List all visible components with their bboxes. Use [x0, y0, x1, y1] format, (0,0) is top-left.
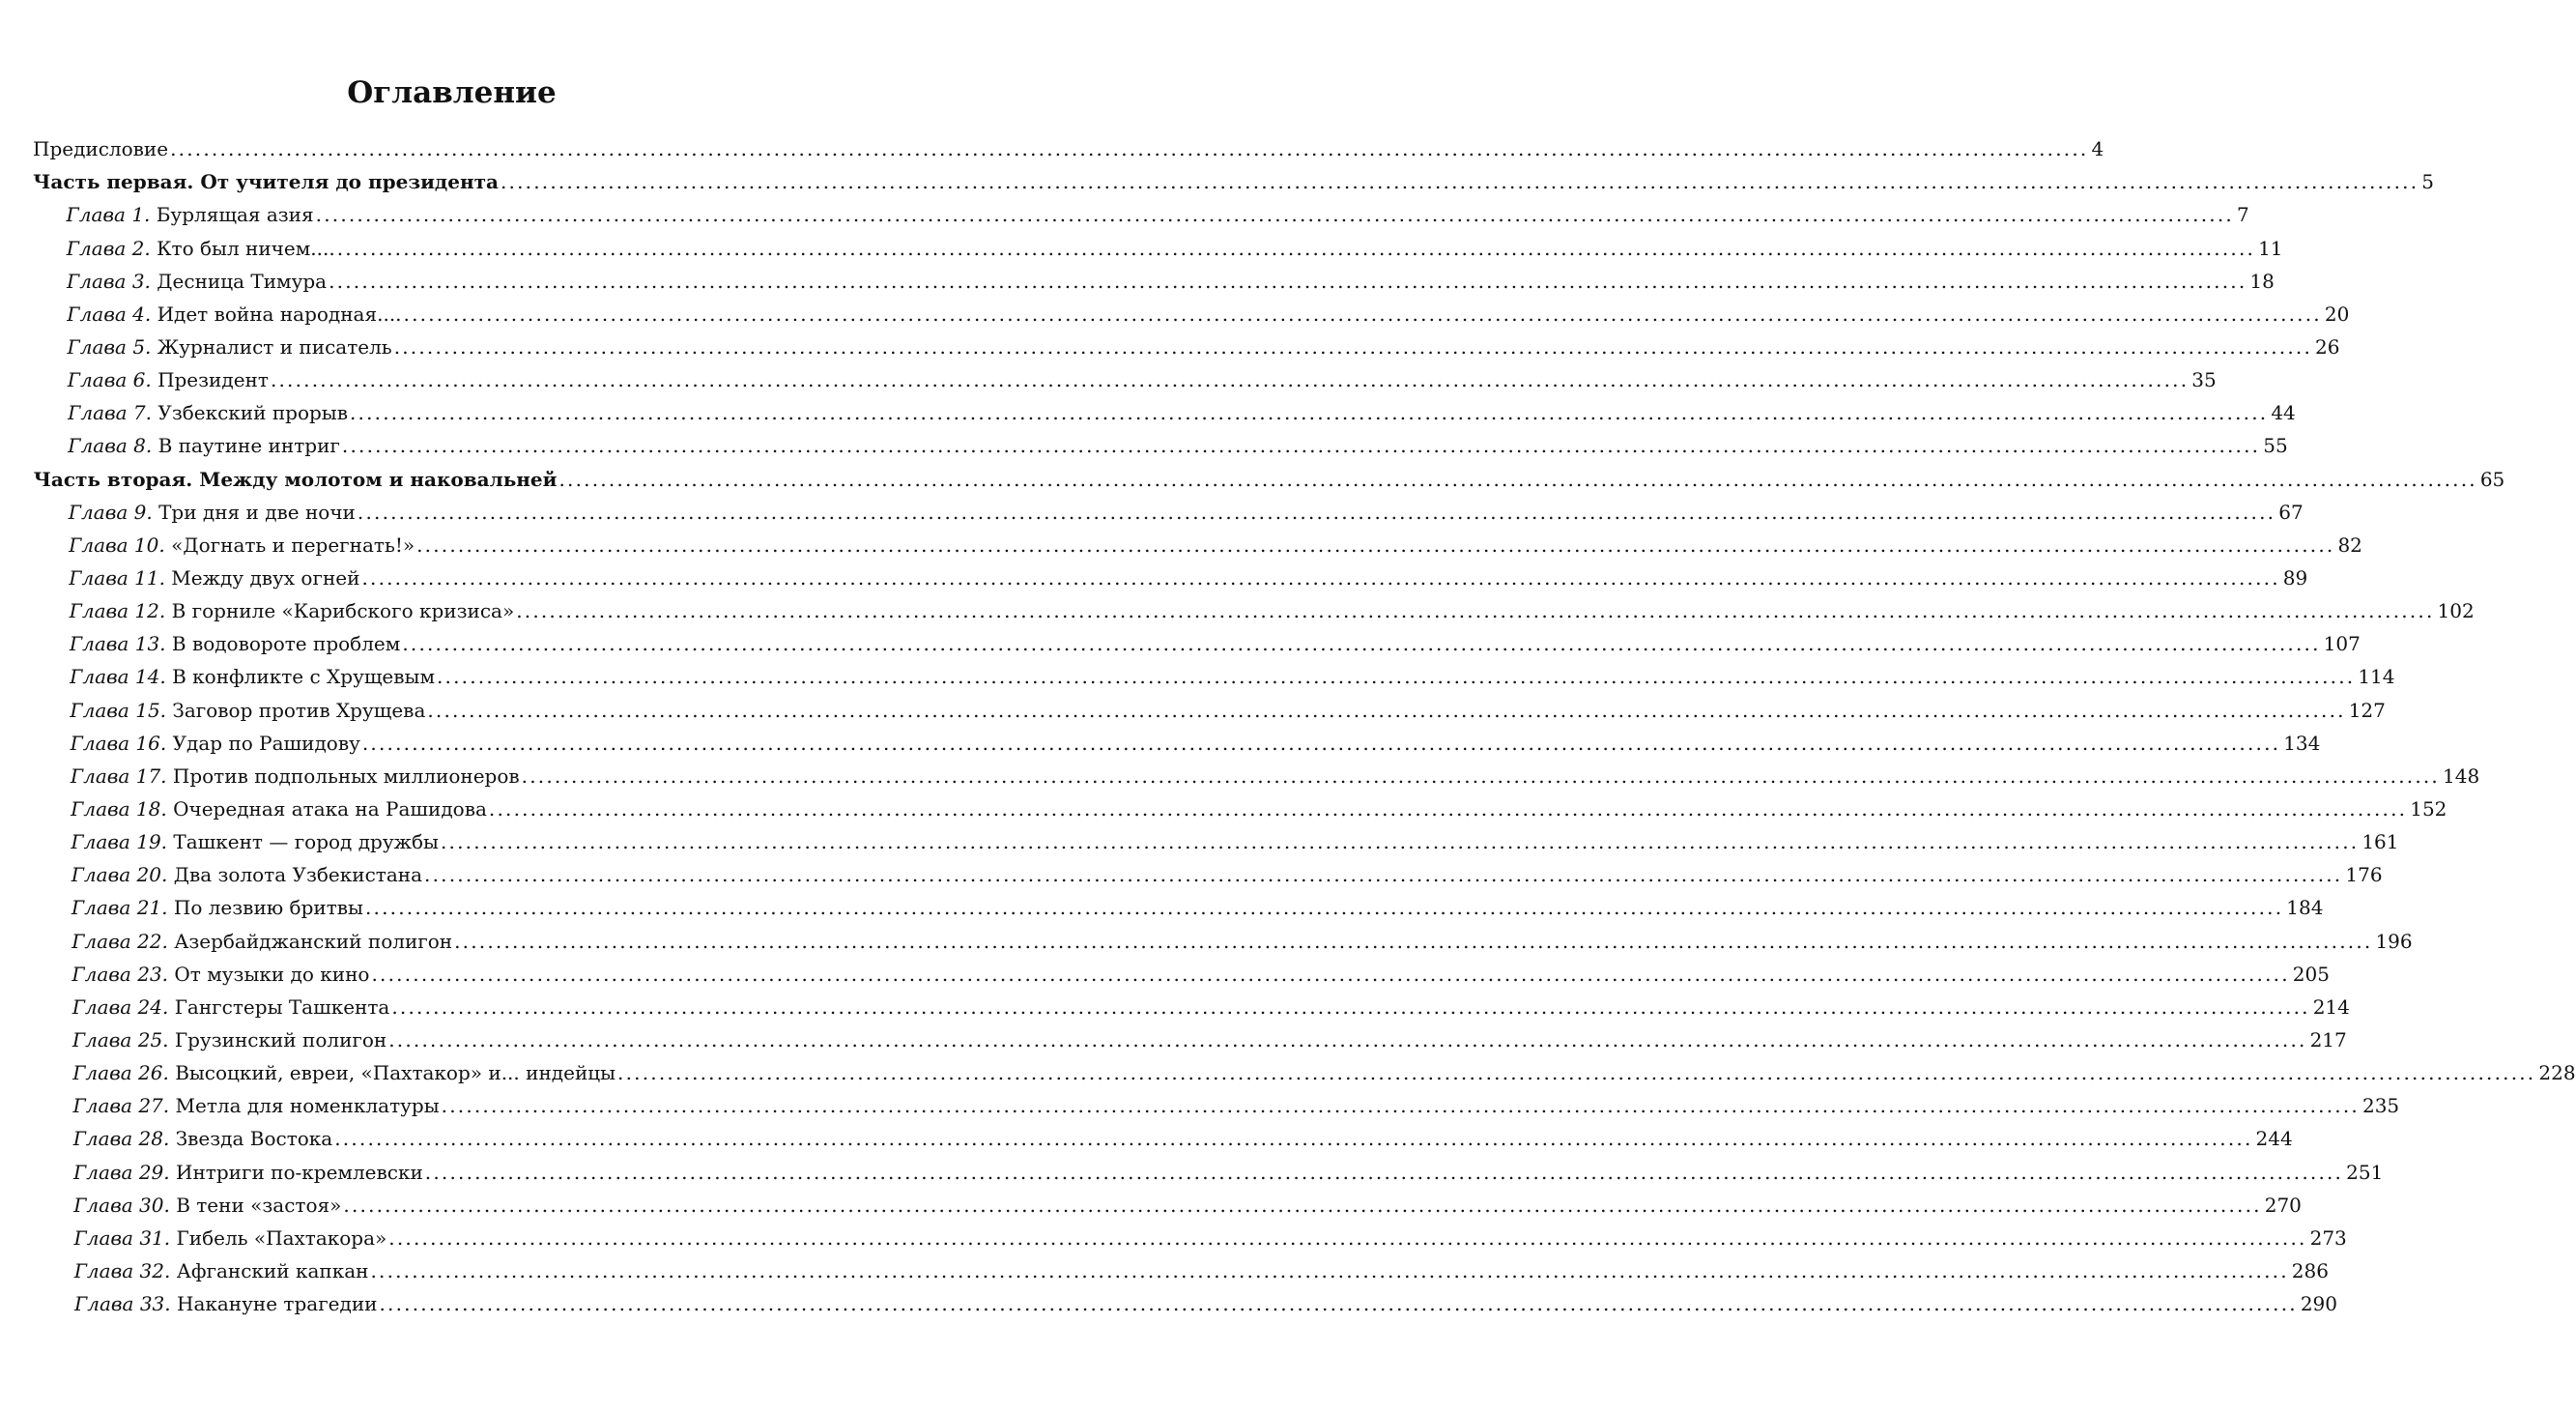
page-number: 35 — [2191, 368, 2217, 392]
page-number: 205 — [2292, 962, 2330, 986]
chapter-label: Глава 33. — [74, 1292, 171, 1316]
toc-entry-text — [72, 963, 369, 986]
toc-chapter-row[interactable] — [0, 688, 2386, 722]
toc-entry-text — [70, 599, 515, 622]
entry-title: Интриги по-кремлевски — [176, 1160, 423, 1184]
page-number: 134 — [2283, 731, 2321, 755]
dot-leader: ........................................................................................................................................................................................................................................ — [441, 1094, 2360, 1118]
entry-title: Удар по Рашидову — [172, 731, 360, 755]
chapter-label: Глава 8. — [68, 434, 153, 458]
page-number: 44 — [2271, 401, 2296, 425]
dot-leader: ........................................................................................................................................................................................................................................ — [349, 401, 2269, 425]
toc-chapter-row[interactable] — [0, 821, 2399, 854]
toc-chapter-row[interactable] — [0, 788, 2447, 821]
chapter-label: Глава 31. — [73, 1225, 171, 1250]
entry-title: В конфликте с Хрущевым — [172, 665, 435, 689]
chapter-label: Глава 29. — [73, 1160, 170, 1184]
page-number: 4 — [2091, 137, 2104, 161]
entry-title: Афганский капкан — [176, 1258, 369, 1282]
entry-title: Гибель «Пахтакора» — [176, 1225, 387, 1250]
toc-chapter-row[interactable] — [0, 193, 2249, 227]
dot-leader: ........................................................................................................................................................................................................................................ — [361, 565, 2280, 590]
page-number: 217 — [2309, 1027, 2347, 1051]
entry-title: Часть вторая. Между молотом и наковальней — [33, 467, 558, 491]
toc-entry-text — [70, 665, 435, 688]
chapter-label: Глава 22. — [72, 929, 168, 953]
entry-title: В водовороте проблем — [171, 632, 401, 656]
page-number: 148 — [2443, 763, 2480, 788]
chapter-label: Глава 21. — [71, 896, 168, 920]
page-number: 176 — [2345, 863, 2383, 887]
toc-chapter-row[interactable] — [0, 953, 2330, 986]
toc-entry-text — [71, 764, 520, 788]
chapter-label: Глава 24. — [72, 994, 169, 1019]
toc-entry-text — [73, 1094, 440, 1117]
toc-chapter-row[interactable] — [0, 1051, 2576, 1085]
chapter-label: Глава 14. — [70, 665, 166, 689]
chapter-label: Глава 12. — [69, 599, 166, 623]
toc-entry-text — [67, 270, 327, 293]
toc-entry-text — [33, 170, 499, 193]
page-number: 11 — [2258, 236, 2283, 260]
toc-chapter-row[interactable] — [0, 1217, 2347, 1250]
toc-entry-text — [68, 401, 348, 424]
entry-title: Десница Тимура — [157, 269, 328, 293]
toc-chapter-row[interactable] — [0, 886, 2324, 920]
dot-leader: ........................................................................................................................................................................................................................................ — [379, 1292, 2298, 1316]
chapter-label: Глава 17. — [70, 763, 167, 788]
toc-chapter-row[interactable] — [0, 226, 2283, 260]
toc-entry-text — [67, 237, 335, 260]
entry-title: Звезда Востока — [175, 1127, 333, 1151]
dot-leader: ........................................................................................................................................................................................................................................ — [500, 170, 2419, 194]
entry-title: По лезвию бритвы — [173, 896, 363, 920]
toc-entry-text — [67, 302, 401, 326]
toc-chapter-row[interactable] — [0, 524, 2362, 557]
toc-chapter-row[interactable] — [0, 1184, 2302, 1217]
page-number: 5 — [2421, 170, 2435, 194]
toc-entry-text — [70, 699, 425, 722]
dot-leader: ........................................................................................................................................................................................................................................ — [329, 269, 2247, 293]
page-number: 67 — [2278, 500, 2304, 524]
dot-leader: ........................................................................................................................................................................................................................................ — [424, 1160, 2344, 1184]
toc-entry-text — [70, 632, 400, 655]
dot-leader: ........................................................................................................................................................................................................................................ — [440, 830, 2360, 854]
dot-leader: ........................................................................................................................................................................................................................................ — [357, 500, 2276, 524]
entry-title: Узбекский прорыв — [157, 401, 348, 425]
entry-title: Грузинский полигон — [174, 1027, 387, 1051]
toc-list — [0, 128, 2576, 1316]
dot-leader: ........................................................................................................................................................................................................................................ — [315, 203, 2234, 227]
dot-leader: ........................................................................................................................................................................................................................................ — [170, 137, 2089, 161]
entry-title: Три дня и две ночи — [158, 500, 356, 524]
page-number: 127 — [2348, 698, 2386, 722]
chapter-label: Глава 13. — [69, 632, 166, 656]
toc-entry-text — [67, 203, 314, 226]
entry-title: Два золота Узбекистана — [173, 863, 423, 887]
page-title: Оглавление — [347, 75, 557, 110]
toc-entry-text — [72, 1061, 615, 1084]
toc-entry-text — [34, 468, 558, 491]
toc-chapter-row[interactable] — [0, 622, 2361, 656]
toc-chapter-row[interactable] — [0, 1084, 2400, 1118]
entry-title: Идет война народная.... — [157, 302, 402, 326]
toc-part-row[interactable] — [0, 457, 2505, 491]
page-number: 290 — [2300, 1292, 2338, 1316]
toc-entry-text — [74, 1259, 369, 1282]
page-number: 273 — [2309, 1225, 2347, 1250]
chapter-label: Глава 18. — [71, 796, 167, 821]
page-number: 270 — [2264, 1193, 2302, 1217]
toc-entry-text — [72, 1028, 386, 1051]
dot-leader: ........................................................................................................................................................................................................................................ — [402, 632, 2321, 656]
toc-entry-text — [74, 1292, 378, 1315]
toc-chapter-row[interactable] — [0, 359, 2217, 392]
page-number: 152 — [2410, 796, 2447, 821]
toc-chapter-row[interactable] — [0, 391, 2296, 425]
dot-leader: ........................................................................................................................................................................................................................................ — [270, 368, 2190, 392]
page-number: 244 — [2255, 1127, 2293, 1151]
toc-entry-text — [68, 335, 392, 359]
entry-title: Заговор против Хрущева — [172, 698, 426, 722]
dot-leader: ........................................................................................................................................................................................................................................ — [388, 1027, 2307, 1051]
chapter-label: Глава 20. — [71, 863, 168, 887]
dot-leader: ........................................................................................................................................................................................................................................ — [391, 994, 2310, 1019]
toc-part-row[interactable] — [0, 160, 2435, 194]
dot-leader: ........................................................................................................................................................................................................................................ — [516, 599, 2435, 623]
toc-entry-text — [69, 501, 356, 524]
page-number: 228 — [2538, 1061, 2576, 1085]
chapter-label: Глава 3. — [67, 269, 151, 293]
page-number: 102 — [2437, 599, 2475, 623]
entry-title: Предисловие — [33, 137, 169, 161]
toc-chapter-row[interactable] — [0, 919, 2413, 953]
chapter-label: Глава 7. — [68, 401, 152, 425]
entry-title: В паутине интриг — [157, 434, 340, 458]
entry-title: Кто был ничем.... — [157, 236, 335, 260]
entry-title: В горниле «Карибского кризиса» — [171, 599, 515, 623]
page-number: 20 — [2324, 302, 2350, 326]
chapter-label: Глава 15. — [70, 698, 167, 722]
page-number: 184 — [2286, 896, 2324, 920]
dot-leader: ........................................................................................................................................................................................................................................ — [427, 698, 2346, 722]
page-number: 214 — [2312, 994, 2350, 1019]
dot-leader: ........................................................................................................................................................................................................................................ — [388, 1225, 2307, 1250]
page-number: 235 — [2361, 1094, 2400, 1118]
entry-title: Президент — [157, 368, 269, 392]
page-number: 18 — [2249, 269, 2275, 293]
toc-entry-text — [69, 533, 415, 557]
chapter-label: Глава 10. — [69, 533, 165, 557]
toc-chapter-row[interactable] — [0, 722, 2321, 755]
toc-entry-text — [71, 830, 439, 853]
chapter-label: Глава 23. — [72, 962, 169, 986]
entry-title: Ташкент — город дружбы — [173, 830, 439, 854]
chapter-label: Глава 28. — [72, 1127, 170, 1151]
chapter-label: Глава 16. — [70, 731, 167, 755]
toc-chapter-row[interactable] — [0, 853, 2383, 887]
dot-leader: ........................................................................................................................................................................................................................................ — [521, 763, 2440, 788]
page-number: 161 — [2361, 830, 2399, 854]
page-number: 251 — [2346, 1160, 2384, 1184]
entry-title: Против подпольных миллионеров — [172, 763, 520, 788]
entry-title: Бурлящая азия — [156, 203, 314, 227]
toc-chapter-row[interactable] — [0, 1150, 2384, 1184]
entry-title: «Догнать и перегнать!» — [171, 533, 415, 557]
chapter-label: Глава 27. — [72, 1094, 170, 1118]
chapter-label: Глава 6. — [67, 368, 152, 392]
toc-entry-text — [74, 1226, 387, 1250]
chapter-label: Глава 32. — [73, 1258, 171, 1282]
entry-title: В тени «застоя» — [176, 1193, 342, 1217]
dot-leader: ........................................................................................................................................................................................................................................ — [361, 731, 2281, 755]
toc-chapter-row[interactable] — [0, 260, 2275, 293]
dot-leader: ........................................................................................................................................................................................................................................ — [370, 1258, 2289, 1282]
toc-chapter-row[interactable] — [0, 557, 2308, 590]
toc-entry-text — [69, 566, 359, 590]
toc-entry-text — [73, 1194, 341, 1217]
entry-title: Между двух огней — [171, 565, 360, 590]
dot-leader: ........................................................................................................................................................................................................................................ — [343, 1193, 2262, 1217]
toc-chapter-row[interactable] — [0, 1250, 2329, 1282]
page-number: 26 — [2315, 334, 2340, 359]
dot-leader: ........................................................................................................................................................................................................................................ — [334, 1127, 2253, 1151]
chapter-label: Глава 1. — [66, 203, 151, 227]
page-number: 82 — [2337, 533, 2362, 557]
dot-leader: ........................................................................................................................................................................................................................................ — [416, 533, 2335, 557]
dot-leader: ........................................................................................................................................................................................................................................ — [424, 863, 2343, 887]
dot-leader: ........................................................................................................................................................................................................................................ — [336, 236, 2256, 260]
toc-chapter-row[interactable] — [0, 1117, 2293, 1151]
toc-entry-text — [33, 137, 168, 160]
toc-entry-text — [71, 732, 360, 755]
chapter-label: Глава 26. — [72, 1061, 169, 1085]
entry-title: Накануне трагедии — [177, 1292, 378, 1316]
page-number: 89 — [2282, 565, 2308, 590]
toc-chapter-row[interactable] — [0, 655, 2395, 689]
entry-title: Высоцкий, евреи, «Пахтакор» и... индейцы — [175, 1061, 616, 1085]
toc-entry-text — [68, 434, 340, 457]
entry-title: Азербайджанский полигон — [174, 929, 453, 953]
toc-chapter-row[interactable] — [0, 1282, 2338, 1316]
toc-entry-text — [72, 896, 363, 919]
dot-leader: ........................................................................................................................................................................................................................................ — [488, 796, 2408, 821]
dot-leader: ........................................................................................................................................................................................................................................ — [403, 302, 2322, 326]
entry-title: Журналист и писатель — [157, 334, 392, 359]
toc-chapter-row[interactable] — [0, 1019, 2347, 1051]
toc-chapter-row[interactable] — [0, 590, 2475, 623]
chapter-label: Глава 11. — [69, 565, 165, 590]
toc-entry-text — [71, 797, 487, 821]
entry-title: Очередная атака на Рашидова — [173, 796, 487, 821]
dot-leader: ........................................................................................................................................................................................................................................ — [617, 1061, 2536, 1085]
entry-title: От музыки до кино — [174, 962, 370, 986]
page-number: 114 — [2358, 665, 2395, 689]
page-number: 196 — [2375, 929, 2413, 953]
dot-leader: ........................................................................................................................................................................................................................................ — [454, 929, 2373, 953]
toc-entry-text — [72, 863, 422, 886]
toc-chapter-row[interactable] — [0, 293, 2350, 326]
dot-leader: ........................................................................................................................................................................................................................................ — [371, 962, 2290, 986]
toc-entry-text — [72, 995, 390, 1019]
toc-entry-text — [68, 368, 269, 391]
chapter-label: Глава 2. — [66, 236, 151, 260]
page-number: 65 — [2479, 467, 2505, 491]
chapter-label: Глава 9. — [68, 500, 153, 524]
page-number: 286 — [2291, 1258, 2329, 1282]
chapter-label: Глава 25. — [72, 1027, 169, 1051]
page-number: 7 — [2236, 203, 2249, 227]
chapter-label: Глава 30. — [73, 1193, 170, 1217]
toc-entry-text — [73, 1161, 423, 1184]
entry-title: Метла для номенклатуры — [175, 1094, 440, 1118]
chapter-label: Глава 19. — [71, 830, 168, 854]
toc-chapter-row[interactable] — [0, 424, 2288, 458]
toc-entry-text — [73, 1127, 333, 1150]
toc-front-row[interactable] — [0, 128, 2104, 161]
page-number: 55 — [2263, 434, 2288, 458]
dot-leader: ........................................................................................................................................................................................................................................ — [341, 434, 2261, 458]
dot-leader: ........................................................................................................................................................................................................................................ — [393, 334, 2313, 359]
chapter-label: Глава 4. — [67, 302, 152, 326]
dot-leader: ........................................................................................................................................................................................................................................ — [364, 896, 2284, 920]
page-number: 107 — [2323, 632, 2361, 656]
toc-chapter-row[interactable] — [0, 755, 2480, 788]
toc-entry-text — [72, 930, 452, 953]
toc-chapter-row[interactable] — [0, 326, 2340, 359]
chapter-label: Глава 5. — [67, 334, 152, 359]
toc-chapter-row[interactable] — [0, 491, 2304, 524]
dot-leader: ........................................................................................................................................................................................................................................ — [437, 665, 2356, 689]
entry-title: Гангстеры Ташкента — [174, 994, 390, 1019]
toc-chapter-row[interactable] — [0, 986, 2350, 1019]
dot-leader: ........................................................................................................................................................................................................................................ — [558, 467, 2477, 491]
entry-title: Часть первая. От учителя до президента — [33, 170, 499, 194]
